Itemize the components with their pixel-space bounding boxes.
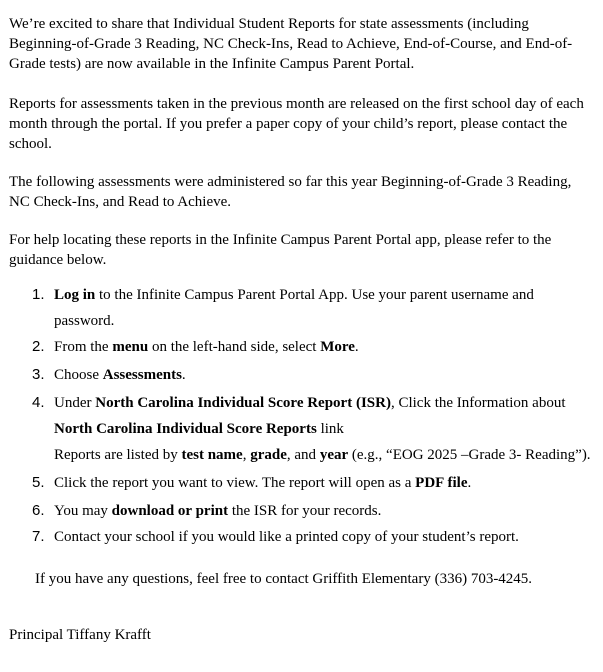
intro-paragraph: We’re excited to share that Individual Student Reports for state assessments (including Beginning-of-Grade 3 Reading, NC Check-Ins, Read to Achieve, End-of-Course, and End-of-Grade tests) are now available in the Infinite Campus Parent Portal. [9, 16, 573, 72]
release-paragraph: Reports for assessments taken in the previous month are released on the first school day of each month through the portal. If you prefer a paper copy of your child’s report, please contact the school. [9, 96, 584, 152]
assessments-paragraph: The following assessments were administered so far this year Beginning-of-Grade 3 Reading, NC Check-Ins, and Read to Achieve. [9, 174, 572, 210]
signature: Principal Tiffany Krafft [9, 627, 151, 643]
help-paragraph: For help locating these reports in the Infinite Campus Parent Portal app, please refer to the guidance below. [9, 232, 552, 268]
contact-line: If you have any questions, feel free to contact Griffith Elementary (336) 703-4245. [35, 571, 533, 587]
